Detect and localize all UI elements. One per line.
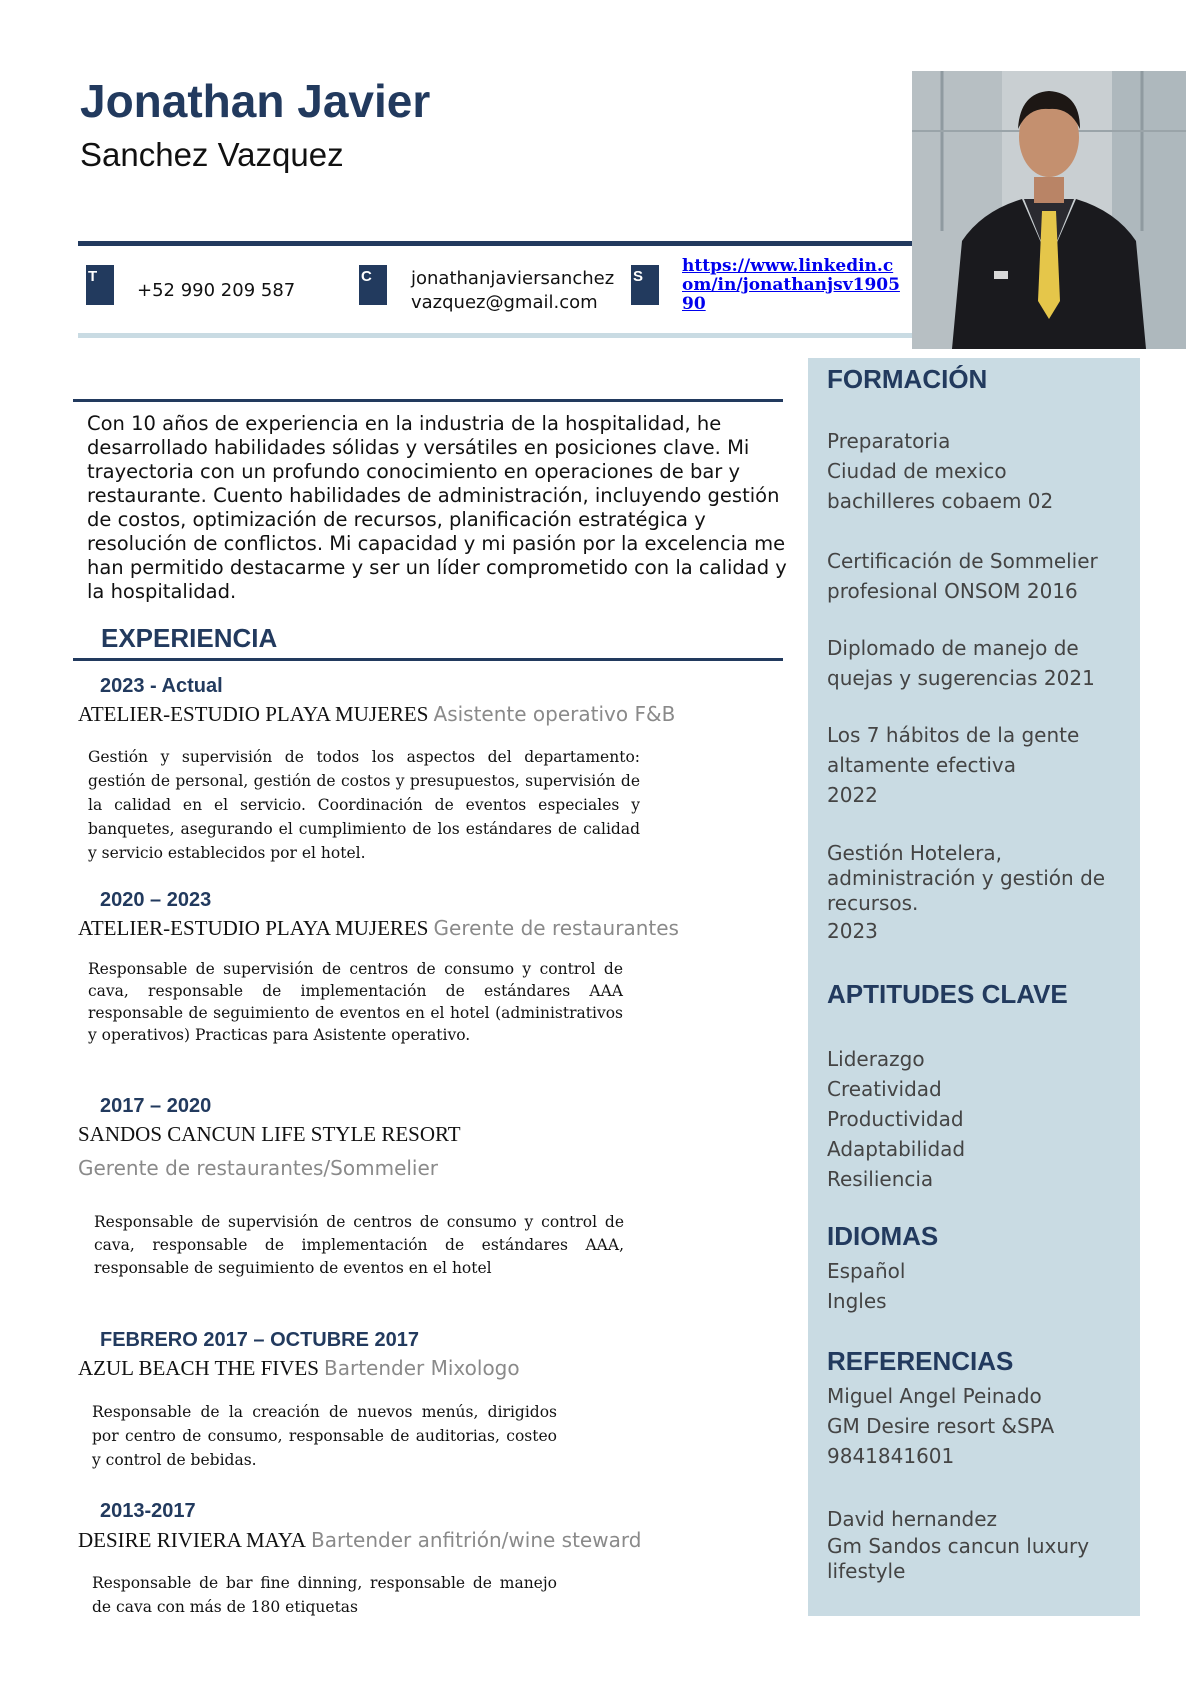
linkedin-link[interactable]: https://www.linkedin.com/in/jonathanjsv190590 xyxy=(682,256,900,314)
first-name: Jonathan Javier xyxy=(80,75,431,127)
referencias-heading: REFERENCIAS xyxy=(827,1346,1014,1376)
experience-heading: EXPERIENCIA xyxy=(101,623,278,653)
list-item: Adaptabilidad xyxy=(827,1137,966,1161)
formacion-item: Gestión Hotelera, administración y gestión de recursos. 2023 xyxy=(827,841,1106,943)
profile-summary: Con 10 años de experiencia en la industria de la hospitalidad, he desarrollado habilidades sólidas y versátiles en posiciones clave. Mi trayectoria con un profundo conocimiento en operaciones de bar y restaurante. Cuento habilidades de administración, incluyendo gestión de costos, optimización de recursos, planificación estratégica y resolución de conflictos. Mi capacidad y mi pasión por la excelencia me han permitido destacarme y ser un líder comprometido con la calidad y la hospitalidad. xyxy=(87,412,787,603)
job-period: 2023 - Actual xyxy=(100,675,223,697)
list-item: Resiliencia xyxy=(827,1167,934,1191)
job-company: DESIRE RIVIERA MAYA xyxy=(78,1528,306,1552)
job-description: Responsable de supervisión de centros de consumo y control de cava, responsable de implementación de estándares AAA responsable de seguimiento de eventos en el hotel (administrativos y operativos) Practicas para Asistente operativo. xyxy=(88,960,623,1044)
aptitudes-heading: APTITUDES CLAVE xyxy=(827,979,1068,1009)
job-period: 2013-2017 xyxy=(100,1500,196,1522)
job-description: Gestión y supervisión de todos los aspectos del departamento: gestión de personal, gestión de costos y presupuestos, supervisión de la calidad en el servicio. Coordinación de eventos especiales y banquetes, asegurando el cumplimiento de los estándares de calidad y servicio establecidos por el hotel. xyxy=(88,748,640,862)
job-role: Asistente operativo F&B xyxy=(433,702,676,726)
job-role: Bartender Mixologo xyxy=(324,1356,520,1380)
profile-photo xyxy=(912,71,1186,349)
job-period: FEBRERO 2017 – OCTUBRE 2017 xyxy=(100,1329,420,1351)
job-title-line xyxy=(78,916,679,941)
list-item: Ingles xyxy=(827,1289,887,1313)
job-role-line xyxy=(78,1156,438,1180)
job-description: Responsable de bar fine dinning, responsable de manejo de cava con más de 180 etiquetas xyxy=(92,1574,557,1616)
idiomas-heading: IDIOMAS xyxy=(827,1221,939,1251)
job-description: Responsable de la creación de nuevos menús, dirigidos por centro de consumo, responsable de auditorias, costeo y control de bebidas. xyxy=(92,1403,557,1469)
experience-divider xyxy=(73,658,783,661)
linkedin-label-box: S xyxy=(631,265,659,305)
job-role: Gerente de restaurantes xyxy=(433,916,679,940)
job-company: ATELIER-ESTUDIO PLAYA MUJERES xyxy=(78,916,429,940)
job-period: 2020 – 2023 xyxy=(100,889,212,911)
aptitudes-list xyxy=(827,1044,965,1194)
list-item: Creatividad xyxy=(827,1077,942,1101)
last-name: Sanchez Vazquez xyxy=(80,136,344,173)
job-role: Bartender anfitrión/wine steward xyxy=(311,1528,642,1552)
formacion-item: Diplomado de manejo de quejas y sugerencias 2021 xyxy=(827,636,1095,690)
email-line-2: vazquez@gmail.com xyxy=(411,292,598,313)
formacion-heading: FORMACIÓN xyxy=(827,364,988,394)
job-title-line xyxy=(78,1528,641,1553)
job-period: 2017 – 2020 xyxy=(100,1095,212,1117)
job-company: AZUL BEACH THE FIVES xyxy=(78,1356,319,1380)
email-label-box: C xyxy=(359,265,387,305)
phone-label-box: T xyxy=(86,265,114,305)
formacion-item: Certificación de Sommelier profesional ONSOM 2016 xyxy=(827,549,1098,603)
job-company: SANDOS CANCUN LIFE STYLE RESORT xyxy=(78,1122,461,1146)
job-role: Gerente de restaurantes/Sommelier xyxy=(78,1156,439,1180)
reference-item: Miguel Angel Peinado GM Desire resort &SPA 9841841601 xyxy=(827,1384,1055,1468)
profile-divider xyxy=(73,399,783,402)
job-title-line xyxy=(78,1356,520,1381)
phone-number: +52 990 209 587 xyxy=(137,280,296,301)
list-item: Productividad xyxy=(827,1107,964,1131)
contact-divider xyxy=(78,333,912,338)
job-title-line xyxy=(78,702,675,727)
reference-item: David hernandez Gm Sandos cancun luxury lifestyle xyxy=(827,1507,1090,1583)
idiomas-list xyxy=(827,1256,905,1316)
formacion-item: Los 7 hábitos de la gente altamente efectiva 2022 xyxy=(827,723,1080,807)
header-divider xyxy=(78,241,912,246)
list-item: Español xyxy=(827,1259,906,1283)
email-line-1: jonathanjaviersanchez xyxy=(411,268,615,289)
job-title-line xyxy=(78,1122,461,1147)
list-item: Liderazgo xyxy=(827,1047,925,1071)
job-company: ATELIER-ESTUDIO PLAYA MUJERES xyxy=(78,702,429,726)
formacion-item: Preparatoria Ciudad de mexico bachilleres cobaem 02 xyxy=(827,429,1054,513)
job-description: Responsable de supervisión de centros de consumo y control de cava, responsable de implementación de estándares AAA, responsable de seguimiento de eventos en el hotel xyxy=(94,1213,624,1277)
